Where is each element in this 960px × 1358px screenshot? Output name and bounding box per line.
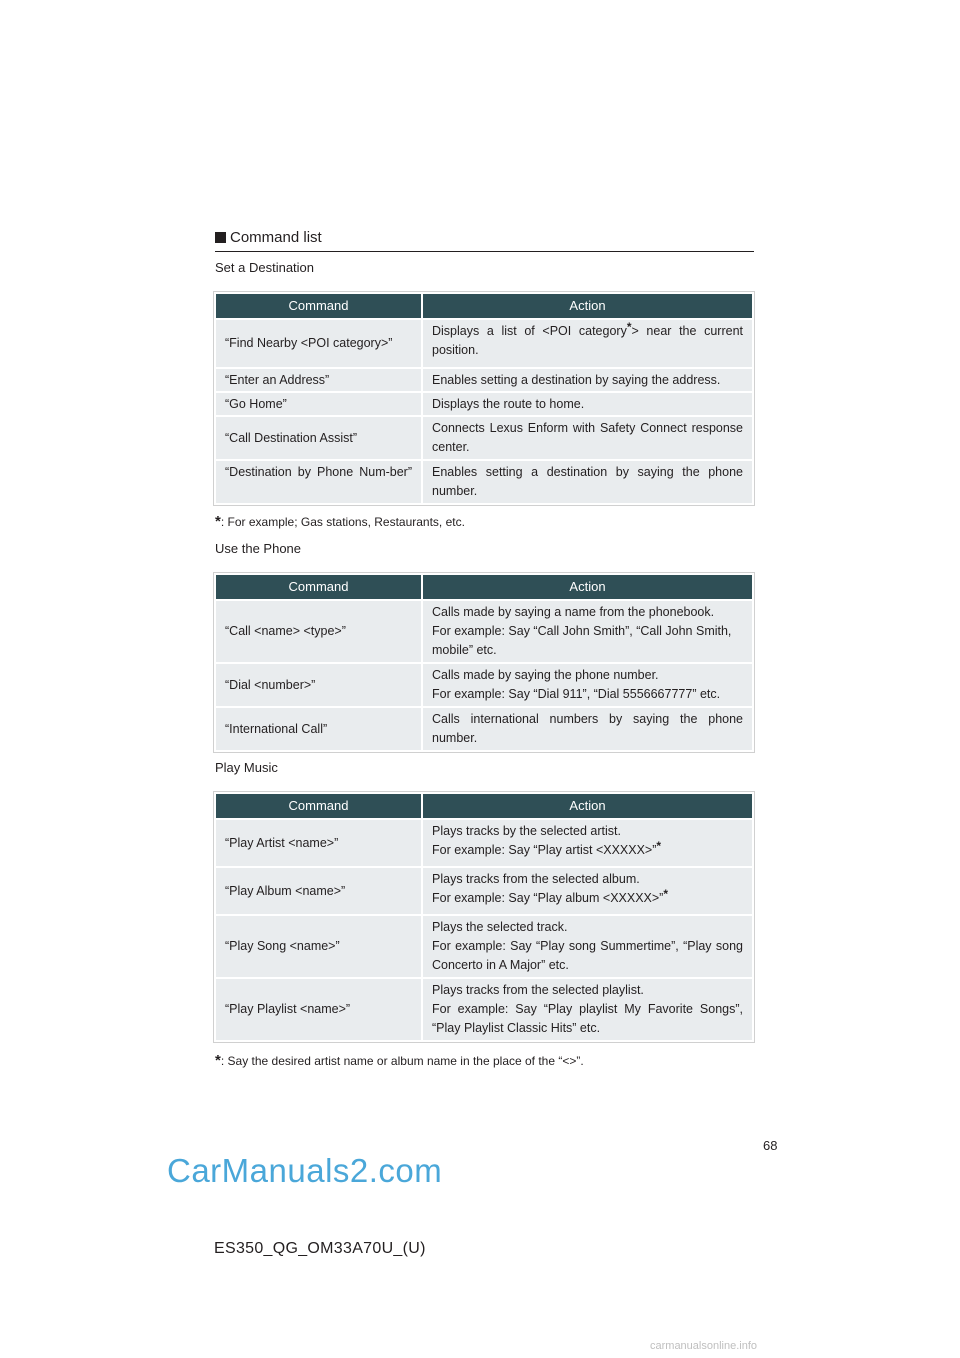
command-cell: “Play Playlist <name>” [216, 979, 421, 1040]
footnote-marker: * [663, 887, 669, 901]
subheading-use-phone: Use the Phone [215, 541, 302, 556]
table-header-row [216, 294, 752, 318]
column-header-command: Command [216, 575, 421, 599]
table-row [216, 369, 752, 391]
bullet-square-icon [215, 232, 226, 243]
table-row [216, 868, 752, 914]
action-cell: Calls made by saying the phone number. For example: Say “Dial 911”, “Dial 5556667777” etc. [423, 664, 752, 706]
table-header-row [216, 794, 752, 818]
footnote-marker: * [626, 320, 632, 334]
table-row [216, 393, 752, 415]
brand-footer: carmanualsonline.info [650, 1340, 758, 1352]
watermark-logo: CarManuals2.com [167, 1152, 443, 1189]
action-cell: Plays the selected track. For example: Say “Play song Summertime”, “Play song Concerto in A Major” etc. [423, 916, 752, 977]
command-cell: “Enter an Address” [216, 369, 421, 391]
page-number: 68 [763, 1138, 778, 1153]
table-row [216, 601, 752, 662]
table-play-music [213, 791, 755, 1043]
document-code: ES350_QG_OM33A70U_(U) [214, 1240, 426, 1257]
table-row [216, 916, 752, 977]
page-title: Command list [230, 229, 322, 246]
table-row [216, 417, 752, 459]
table-use-phone [213, 572, 755, 753]
footnote-music: *: Say the desired artist name or album name in the place of the “<>”. [215, 1052, 584, 1069]
action-cell: Displays a list of <POI category*> near the current position. [423, 320, 752, 367]
table-row [216, 461, 752, 503]
footnote-destination: *: For example; Gas stations, Restaurants, etc. [215, 513, 465, 530]
action-cell: Displays the route to home. [423, 393, 752, 415]
command-cell: “Find Nearby <POI category>” [216, 320, 421, 367]
subheading-play-music: Play Music [215, 760, 278, 775]
footnote-marker: * [215, 1052, 221, 1069]
command-cell: “Go Home” [216, 393, 421, 415]
column-header-command: Command [216, 794, 421, 818]
command-cell: “Play Album <name>” [216, 868, 421, 914]
column-header-command: Command [216, 294, 421, 318]
footnote-marker: * [215, 513, 221, 530]
action-cell: Enables setting a destination by saying the phone number. [423, 461, 752, 503]
command-cell: “Call <name> <type>” [216, 601, 421, 662]
action-cell: Plays tracks from the selected album. For example: Say “Play album <XXXXX>”* [423, 868, 752, 914]
table-row [216, 820, 752, 866]
action-cell: Plays tracks from the selected playlist. For example: Say “Play playlist My Favorite Songs”, “Play Playlist Classic Hits” etc. [423, 979, 752, 1040]
column-header-action: Action [423, 575, 752, 599]
command-cell: “Play Song <name>” [216, 916, 421, 977]
table-row [216, 708, 752, 750]
action-cell: Connects Lexus Enform with Safety Connect response center. [423, 417, 752, 459]
subheading-set-destination: Set a Destination [215, 260, 315, 275]
command-cell: “Dial <number>” [216, 664, 421, 706]
command-cell: “International Call” [216, 708, 421, 750]
action-cell: Calls international numbers by saying the phone number. [423, 708, 752, 750]
action-cell: Enables setting a destination by saying the address. [423, 369, 752, 391]
column-header-action: Action [423, 294, 752, 318]
action-cell: Calls made by saying a name from the phonebook. For example: Say “Call John Smith”, “Call John Smith, mobile” etc. [423, 601, 752, 662]
command-cell: “Call Destination Assist” [216, 417, 421, 459]
table-row [216, 320, 752, 367]
command-cell: “Play Artist <name>” [216, 820, 421, 866]
command-cell: “Destination by Phone Num-ber” [216, 461, 421, 503]
table-set-destination [213, 291, 755, 506]
table-header-row [216, 575, 752, 599]
table-row [216, 979, 752, 1040]
column-header-action: Action [423, 794, 752, 818]
section-heading [215, 229, 754, 252]
table-row [216, 664, 752, 706]
action-cell: Plays tracks by the selected artist. For example: Say “Play artist <XXXXX>”* [423, 820, 752, 866]
footnote-marker: * [656, 839, 662, 853]
